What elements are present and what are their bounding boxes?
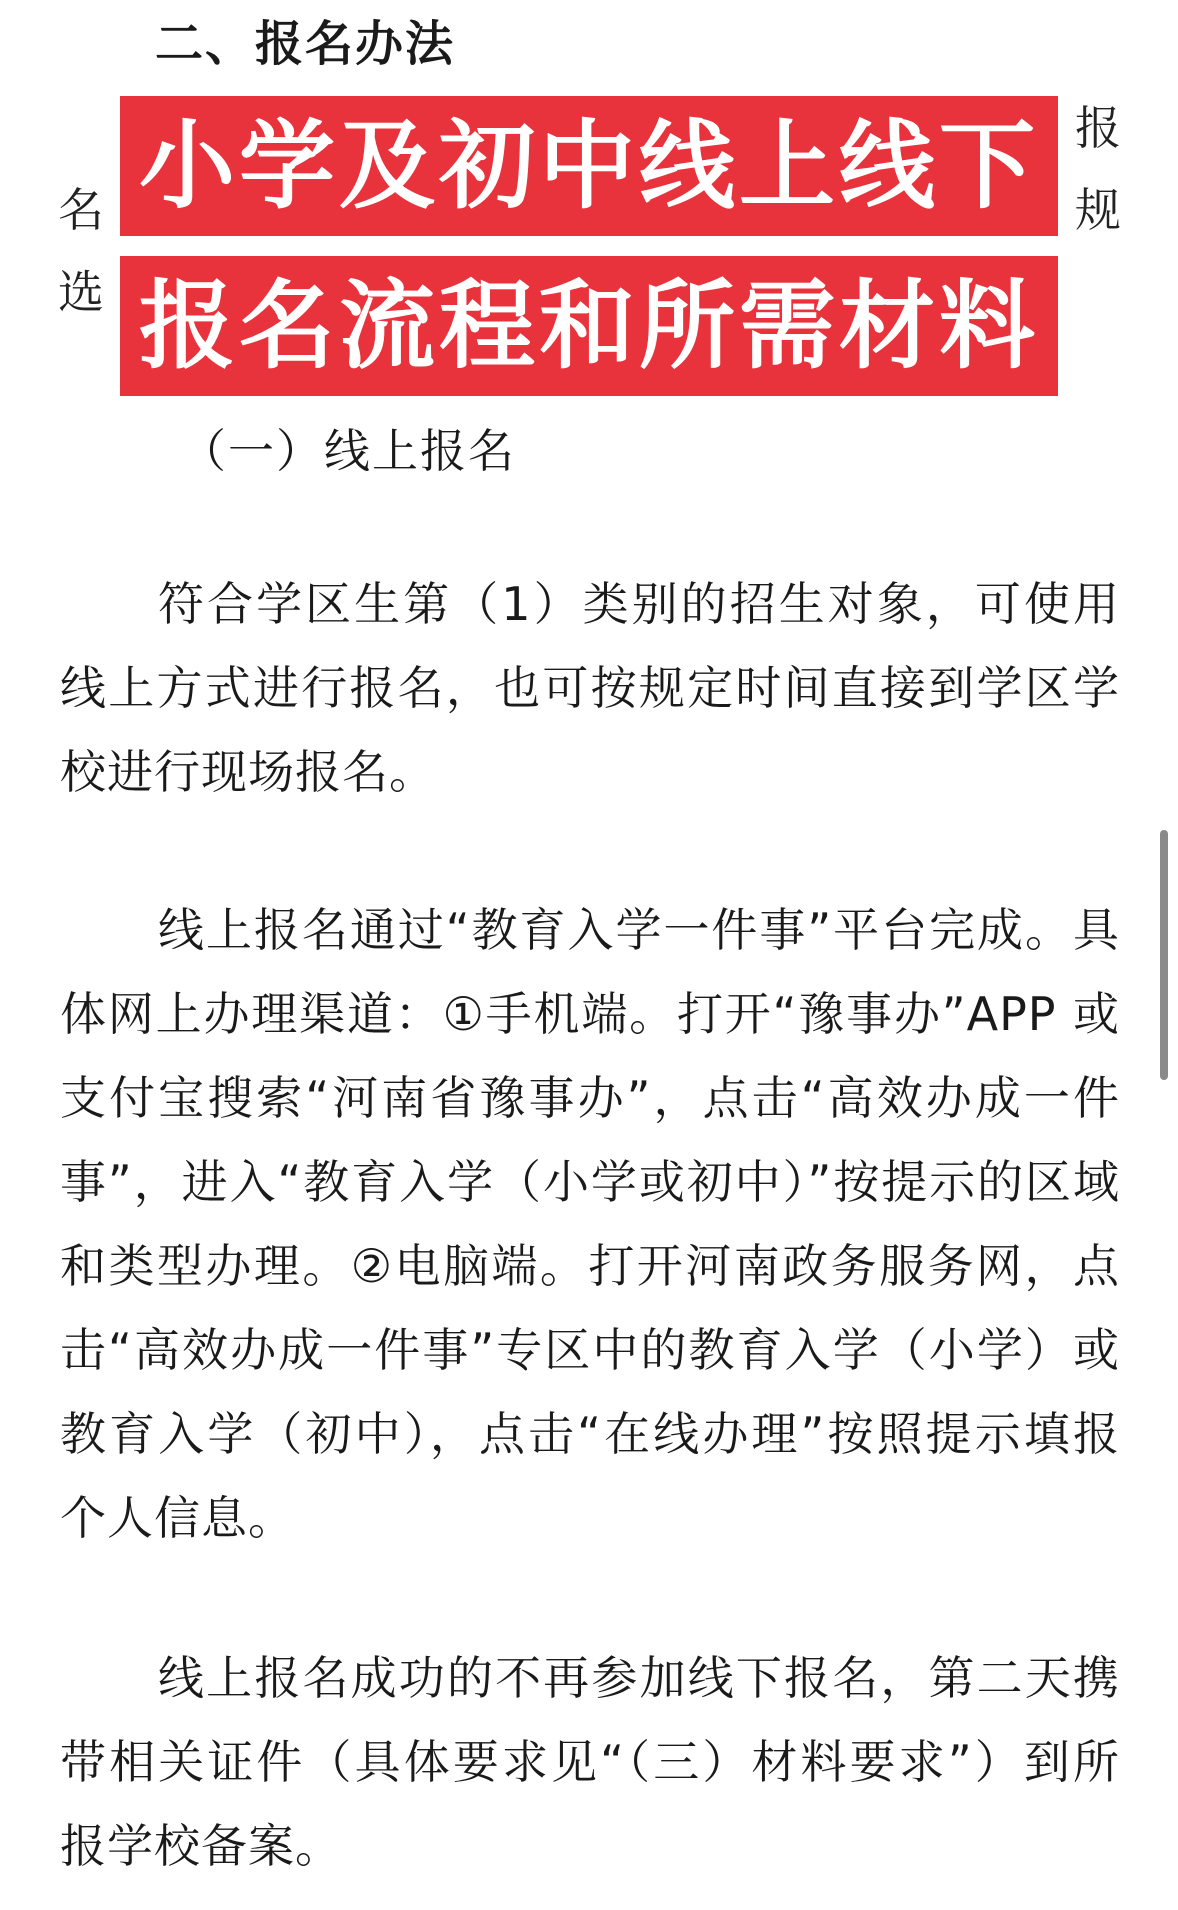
occluded-text-fragment: 报 [1075, 101, 1121, 155]
title-banner-line-2: 报名流程和所需材料 [120, 256, 1058, 396]
paragraph-after-registration: 线上报名成功的不再参加线下报名，第二天携带相关证件（具体要求见“（三）材料要求”）到所报学校备案。 [60, 1651, 1120, 1873]
section-heading: 二、报名办法 [155, 16, 456, 72]
occluded-text-fragment: 名 [58, 183, 104, 237]
occluded-text-fragment: 选 [58, 265, 104, 319]
paragraph-online-channels: 线上报名通过“教育入学一件事”平台完成。具体网上办理渠道：①手机端。打开“豫事办”APP 或支付宝搜索“河南省豫事办”，点击“高效办成一件事”，进入“教育入学（小学或初中）”按提示的区域和类型办理。②电脑端。打开河南政务服务网，点击“高效办成一件事”专区中的教育入学（小学）或教育入学（初中），点击“在线办理”按照提示填报个人信息。 [60, 903, 1120, 1545]
sub-heading-online-registration: （一）线上报名 [180, 424, 516, 478]
paragraph-eligibility: 符合学区生第（1）类别的招生对象，可使用线上方式进行报名，也可按规定时间直接到学区学校进行现场报名。 [60, 577, 1120, 799]
occluded-text-fragment: 规 [1075, 183, 1121, 237]
vertical-scrollbar[interactable] [1160, 830, 1168, 1080]
title-banner-line-1: 小学及初中线上线下 [120, 96, 1058, 236]
